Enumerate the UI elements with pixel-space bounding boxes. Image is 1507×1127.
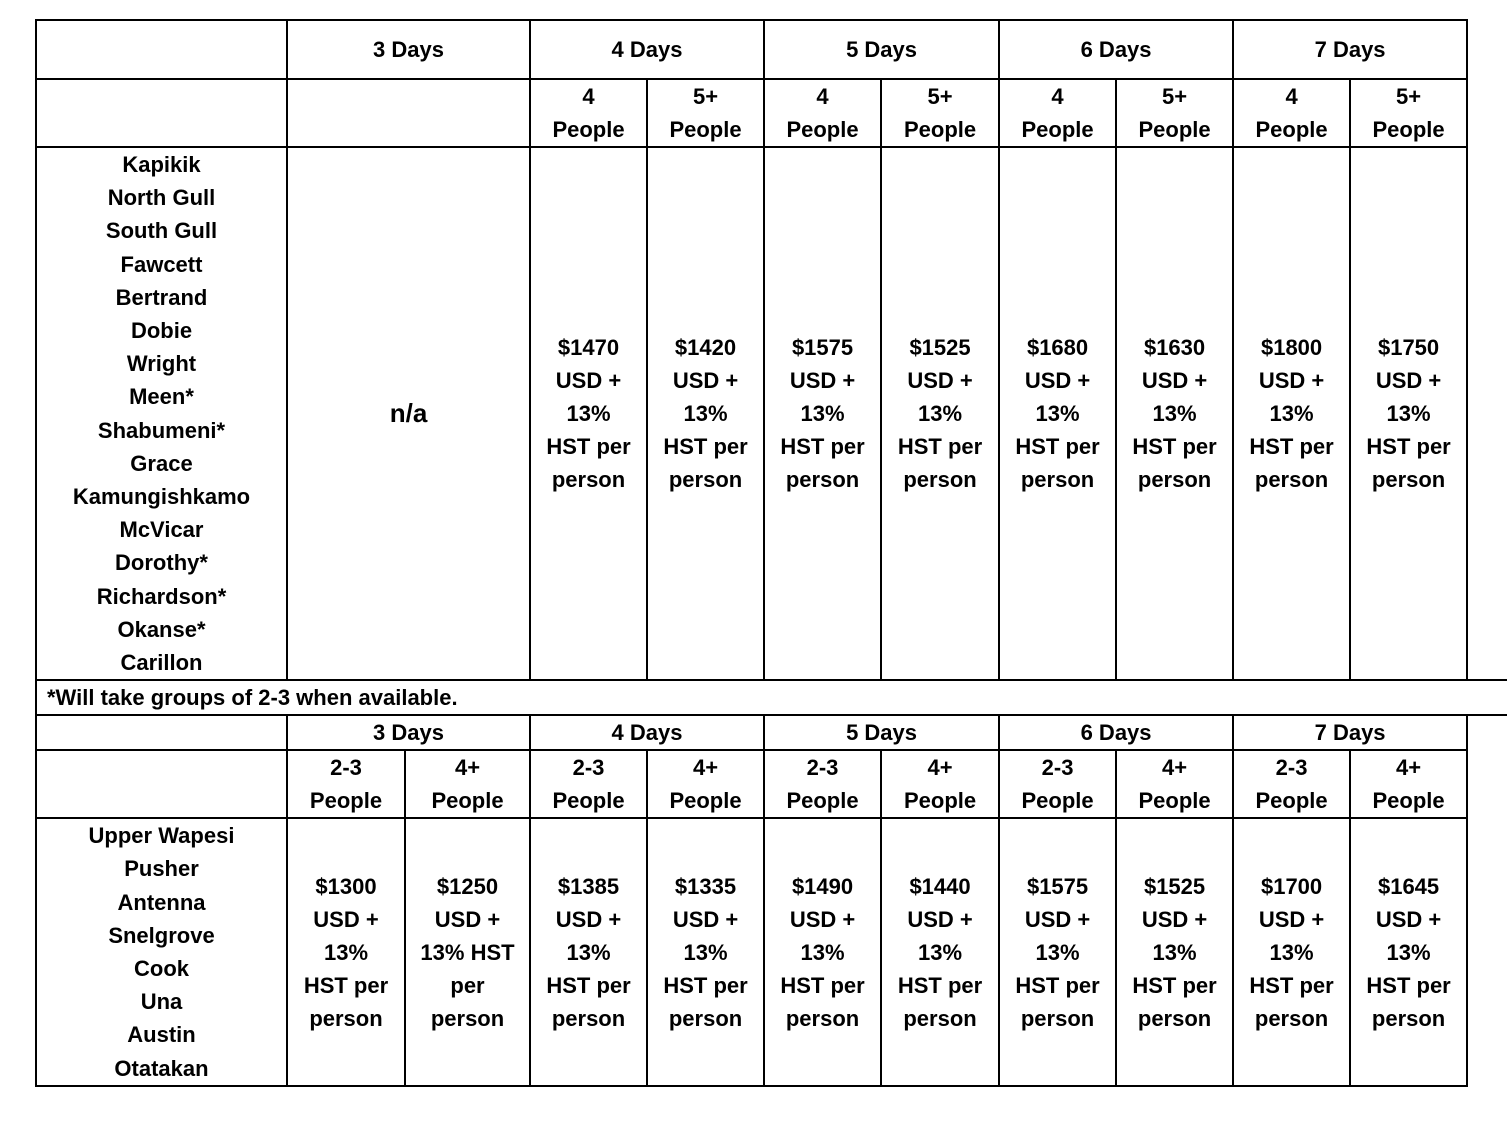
lake-name: North Gull [107, 185, 216, 211]
s1-group-header: 4 People [764, 79, 881, 147]
lake-name: Meen* [129, 384, 194, 410]
s2-group-header-row [36, 750, 1507, 818]
lake-name: Fawcett [120, 251, 203, 277]
s1-group-header: 4 People [1233, 79, 1350, 147]
s2-day-header: 4 Days [530, 715, 764, 750]
s2-price-cell: $1385 USD + 13% HST per person [530, 818, 647, 1086]
lake-name: McVicar [119, 517, 204, 543]
lake-name: Dorothy* [115, 550, 208, 576]
lake-name: Cook [134, 956, 189, 982]
s2-group-header: 4+ People [647, 750, 764, 818]
s2-group-header: 4+ People [1116, 750, 1233, 818]
s2-group-header: 2-3 People [287, 750, 405, 818]
lake-name: Bertrand [115, 284, 208, 310]
s2-group-header: 2-3 People [1233, 750, 1350, 818]
s2-day-header: 6 Days [999, 715, 1233, 750]
s1-price-cell: $1525 USD + 13% HST per person [881, 147, 999, 680]
s1-price-cell: $1750 USD + 13% HST per person [1350, 147, 1467, 680]
s2-group-header: 2-3 People [530, 750, 647, 818]
s2-price-cell: $1525 USD + 13% HST per person [1116, 818, 1233, 1086]
s1-3day-group-blank [287, 79, 530, 147]
lake-name: Richardson* [96, 583, 227, 609]
s2-label-blank [36, 750, 287, 818]
s1-label-blank [36, 79, 287, 147]
s1-price-cell: $1420 USD + 13% HST per person [647, 147, 764, 680]
lake-name: Snelgrove [108, 922, 215, 948]
s2-price-cell: $1645 USD + 13% HST per person [1350, 818, 1467, 1086]
s1-corner-cell [36, 20, 287, 79]
rates-table [35, 19, 1507, 1087]
s2-price-cell: $1700 USD + 13% HST per person [1233, 818, 1350, 1086]
lake-name: South Gull [105, 218, 218, 244]
lake-name: Kamungishkamo [72, 484, 251, 510]
s2-corner-cell [36, 715, 287, 750]
s2-price-row [36, 818, 1507, 1086]
lake-name: Austin [127, 1022, 196, 1048]
s2-price-cell: $1490 USD + 13% HST per person [764, 818, 881, 1086]
lake-name: Antenna [117, 889, 206, 915]
lake-name: Otatakan [114, 1055, 209, 1081]
lake-name: Pusher [124, 856, 199, 882]
s2-price-cell: $1250 USD + 13% HST per person [405, 818, 530, 1086]
s1-day-header: 5 Days [764, 20, 999, 79]
lake-name: Okanse* [117, 616, 206, 642]
s1-price-cell: $1630 USD + 13% HST per person [1116, 147, 1233, 680]
s2-day-header: 3 Days [287, 715, 530, 750]
s1-day-header: 3 Days [287, 20, 530, 79]
s1-price-cell: $1470 USD + 13% HST per person [530, 147, 647, 680]
lake-name: Dobie [130, 318, 193, 344]
s1-price-row [36, 147, 1507, 680]
s1-price-cell: $1800 USD + 13% HST per person [1233, 147, 1350, 680]
s2-group-header: 2-3 People [999, 750, 1116, 818]
s1-group-header: 5+ People [647, 79, 764, 147]
s1-day-header: 6 Days [999, 20, 1233, 79]
s1-group-header: 5+ People [881, 79, 999, 147]
s2-day-header: 7 Days [1233, 715, 1467, 750]
footnote: *Will take groups of 2-3 when available. [36, 680, 1507, 715]
s2-group-header: 4+ People [1350, 750, 1467, 818]
s2-day-header-row [36, 715, 1507, 750]
s2-group-header: 2-3 People [764, 750, 881, 818]
s2-price-cell: $1440 USD + 13% HST per person [881, 818, 999, 1086]
lake-name: Una [140, 989, 183, 1015]
s1-group-header: 5+ People [1116, 79, 1233, 147]
s1-day-header-row [36, 20, 1507, 79]
s2-price-cell: $1575 USD + 13% HST per person [999, 818, 1116, 1086]
lake-name: Grace [130, 450, 193, 476]
s1-group-header: 4 People [999, 79, 1116, 147]
lake-name: Upper Wapesi [88, 823, 235, 849]
lake-name: Shabumeni* [97, 417, 226, 443]
s2-lake-list [36, 818, 287, 1086]
s1-day-header: 7 Days [1233, 20, 1467, 79]
s1-price-cell: $1680 USD + 13% HST per person [999, 147, 1116, 680]
s1-lake-list [36, 147, 287, 680]
lake-name: Carillon [120, 650, 203, 676]
s2-day-header: 5 Days [764, 715, 999, 750]
s1-group-header: 4 People [530, 79, 647, 147]
s1-day-header: 4 Days [530, 20, 764, 79]
s1-group-header: 5+ People [1350, 79, 1467, 147]
s2-group-header: 4+ People [405, 750, 530, 818]
note-row [36, 680, 1507, 715]
s2-price-cell: $1335 USD + 13% HST per person [647, 818, 764, 1086]
s1-price-cell: $1575 USD + 13% HST per person [764, 147, 881, 680]
s1-group-header-row [36, 79, 1507, 147]
lake-name: Wright [126, 351, 197, 377]
lake-name: Kapikik [122, 152, 201, 177]
s2-group-header: 4+ People [881, 750, 999, 818]
s1-3day-na: n/a [287, 147, 530, 680]
s2-price-cell: $1300 USD + 13% HST per person [287, 818, 405, 1086]
